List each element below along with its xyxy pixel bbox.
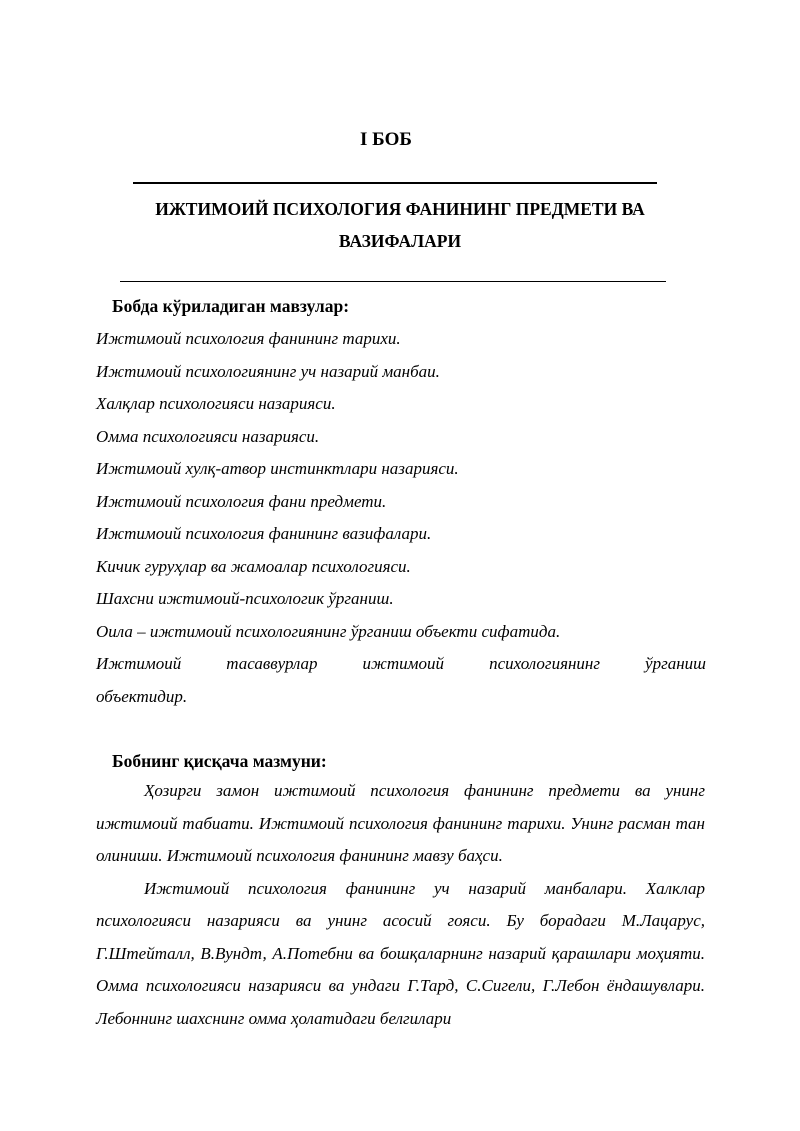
topic-item: Ижтимоий психология фани предмети. [96,491,387,511]
summary-paragraph: Ижтимоий психология фанининг уч назарий манбалари. Халклар психологияси назарияси ва унинг асосий гояси. Бу борадаги М.Лацарус, Г.Штейталл, В.Вундт, А.Потебни ва бошқаларнинг назарий қарашлари моҳияти. Омма психологияси назарияси ва ундаги Г.Тард, С.Сигели, Г.Лебон ёндашувлари. Лебоннинг шахснинг омма ҳолатидаги белгилари [96,878,705,1028]
topic-item: Ижтимоий психологиянинг уч назарий манбаи. [96,361,440,381]
topic-item: Кичик гуруҳлар ва жамоалар психологияси. [96,556,411,576]
top-divider [133,182,657,184]
topic-item: Шахсни ижтимоий-психологик ўрганиш. [96,589,394,608]
chapter-title-line-1: ИЖТИМОИЙ ПСИХОЛОГИЯ ФАНИНИНГ ПРЕДМЕТИ ВА [155,199,645,219]
topics-label: Бобда кўриладиган мавзулар: [112,296,350,316]
topic-item: Омма психологияси назарияси. [96,426,320,446]
topic-item: Халқлар психологияси назарияси. [96,394,336,413]
topics-list [96,323,706,713]
topic-item-last-line-1: Ижтимоий тасаввурлар ижтимоий психологиянинг ўрганиш [96,654,706,673]
bottom-divider [120,281,666,282]
topic-item: Оила – ижтимоий психологиянинг ўрганиш объекти сифатида. [96,621,561,641]
summary-body [96,775,705,1035]
topic-item-last-line-2: объектидир. [96,686,188,706]
chapter-heading: I БОБ [360,129,412,150]
topic-item: Ижтимоий хулқ-атвор инстинктлари назарияси. [96,459,459,478]
topic-item: Ижтимоий психология фанининг тарихи. [96,329,401,348]
summary-label: Бобнинг қисқача мазмуни: [112,751,327,771]
chapter-title-line-2: ВАЗИФАЛАРИ [338,231,462,251]
summary-paragraph: Ҳозирги замон ижтимоий психология фанининг предмети ва унинг ижтимоий табиати. Ижтимоий психология фанининг тарихи. Унинг расман тан олиниши. Ижтимоий психология фанининг мавзу баҳси. [96,781,705,865]
topic-item: Ижтимоий психология фанининг вазифалари. [96,524,432,543]
